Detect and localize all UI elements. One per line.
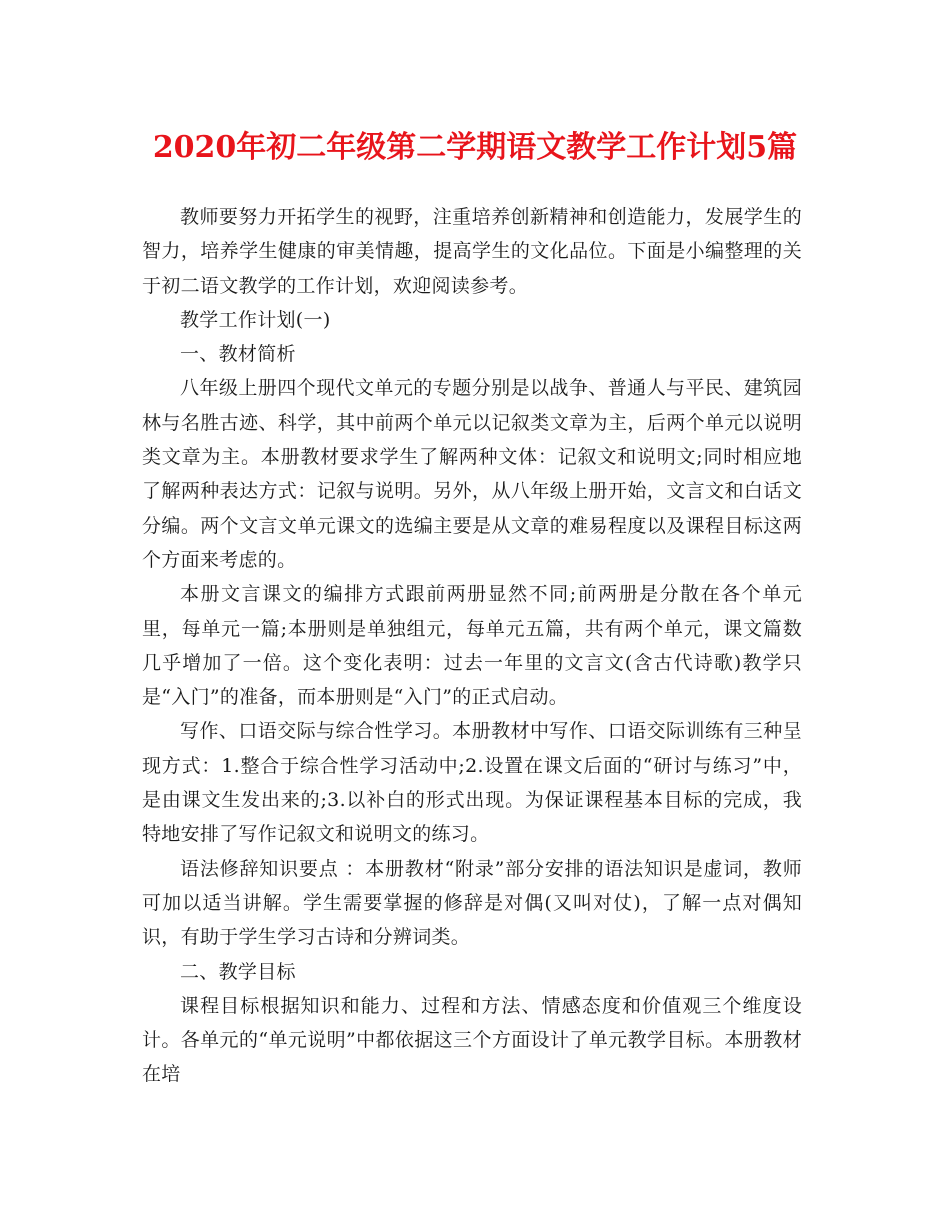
paragraph-textbook-units: 八年级上册四个现代文单元的专题分别是以战争、普通人与平民、建筑园林与名胜古迹、科学，其中前两个单元以记叙类文章为主，后两个单元以说明类文章为主。本册教材要求学生了解两种文体：记叙文和说明文;同时相应地了解两种表达方式：记叙与说明。另外，从八年级上册开始，文言文和白话文分编。两个文言文单元课文的选编主要是从文章的难易程度以及课程目标这两个方面来考虑的。 (142, 377, 802, 571)
paragraph-intro: 教师要努力开拓学生的视野，注重培养创新精神和创造能力，发展学生的智力，培养学生健康的审美情趣，提高学生的文化品位。下面是小编整理的关于初二语文教学的工作计划，欢迎阅读参考。 (142, 206, 802, 297)
section-heading-teaching-goals: 二、教学目标 (180, 960, 296, 983)
paragraph-writing-speaking: 写作、口语交际与综合性学习。本册教材中写作、口语交际训练有三种呈现方式：1.整合于综合性学习活动中;2.设置在课文后面的“研讨与练习”中，是由课文生发出来的;3.以补白的形式出现。为保证课程基本目标的完成，我特地安排了写作记叙文和说明文的练习。 (142, 720, 802, 846)
paragraph-grammar-rhetoric: 语法修辞知识要点 ：本册教材“附录”部分安排的语法知识是虚词，教师可加以适当讲解。学生需要掌握的修辞是对偶(又叫对仗)，了解一点对偶知识，有助于学生学习古诗和分辨词类。 (142, 857, 802, 949)
paragraph-classical-texts: 本册文言课文的编排方式跟前两册显然不同;前两册是分散在各个单元里，每单元一篇;本册则是单独组元，每单元五篇，共有两个单元，课文篇数几乎增加了一倍。这个变化表明：过去一年里的文言文(含古代诗歌)教学只是“入门”的准备，而本册则是“入门”的正式启动。 (142, 583, 802, 709)
section-heading-plan-one: 教学工作计划(一) (180, 308, 331, 331)
paragraph-course-goals: 课程目标根据知识和能力、过程和方法、情感态度和价值观三个维度设计。各单元的“单元说明”中都依据这三个方面设计了单元教学目标。本册教材在培 (142, 994, 802, 1086)
document-title: 2020年初二年级第二学期语文教学工作计划5篇 (152, 130, 798, 165)
document-body (142, 200, 802, 1092)
section-heading-textbook-analysis: 一、教材简析 (180, 343, 296, 366)
